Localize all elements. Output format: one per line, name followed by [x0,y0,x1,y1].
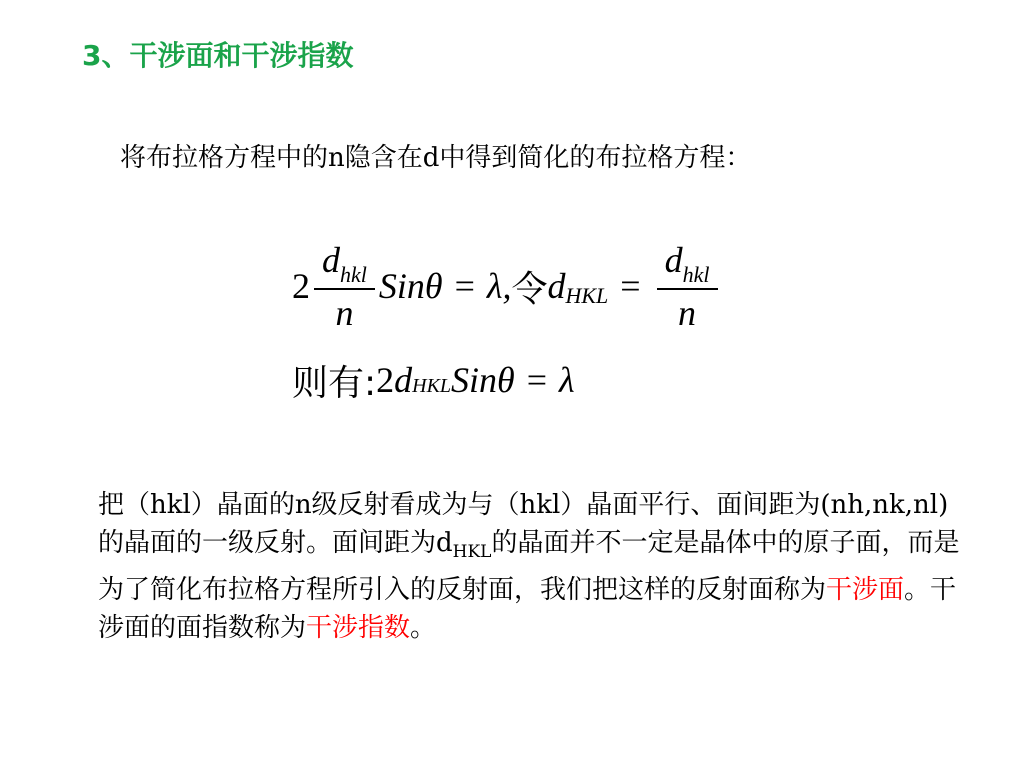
eq1-d: d [547,266,566,306]
eq1-rhs-denominator: n [678,292,697,333]
eq1-sin-theta: Sinθ [378,266,443,306]
eq1-rhs-fraction [657,237,718,336]
eq1-d-sub: HKL [565,283,609,308]
eq1-frac-numerator: d [322,239,340,280]
eq2-d: d [394,360,413,400]
section-title: 3、干涉面和干涉指数 [82,39,354,72]
eq2-equals: = [526,360,548,400]
paragraph-part3: 。干涉面的面指数称为 [98,575,957,643]
intro-text: 将布拉格方程中的n隐含在d中得到简化的布拉格方程： [120,143,752,173]
eq2-prefix: 则有: [292,362,377,404]
paragraph-part1: 把（hkl）晶面的n级反射看成为与（hkl）晶面平行、面间距为(nh,nk,nl) 的晶面的一级反射。面间距为d [98,490,949,558]
eq2-sin-theta: Sinθ [451,360,515,400]
explanation-paragraph [98,486,960,647]
eq1-frac-denominator: n [335,292,354,333]
term-interference-index: 干涉指数 [306,613,411,643]
eq1-coefficient: 2 [292,266,310,306]
eq1-let: 令 [511,268,548,310]
eq1-fraction [314,237,375,336]
eq2-coefficient: 2 [376,360,395,400]
eq2-lambda: λ [559,360,575,400]
equation-result [292,350,575,410]
eq1-lambda: λ, [486,266,512,306]
paragraph-part4: 。 [410,613,437,643]
eq2-d-sub: HKL [412,374,452,397]
term-interference-plane: 干涉面 [826,575,905,605]
paragraph-subscript: HKL [452,542,492,562]
equation-bragg-simplified [292,228,722,344]
eq1-equals-2: = [620,266,641,306]
eq1-equals: = [454,266,475,306]
eq1-rhs-numerator: d [664,239,683,280]
eq1-frac-numerator-sub: hkl [340,261,367,287]
eq1-rhs-numerator-sub: hkl [682,261,710,287]
paragraph-part2: 的晶面并不一定是晶体中的原子面，而是为了简化布拉格方程所引入的反射面，我们把这样的反射面称为 [98,528,960,605]
